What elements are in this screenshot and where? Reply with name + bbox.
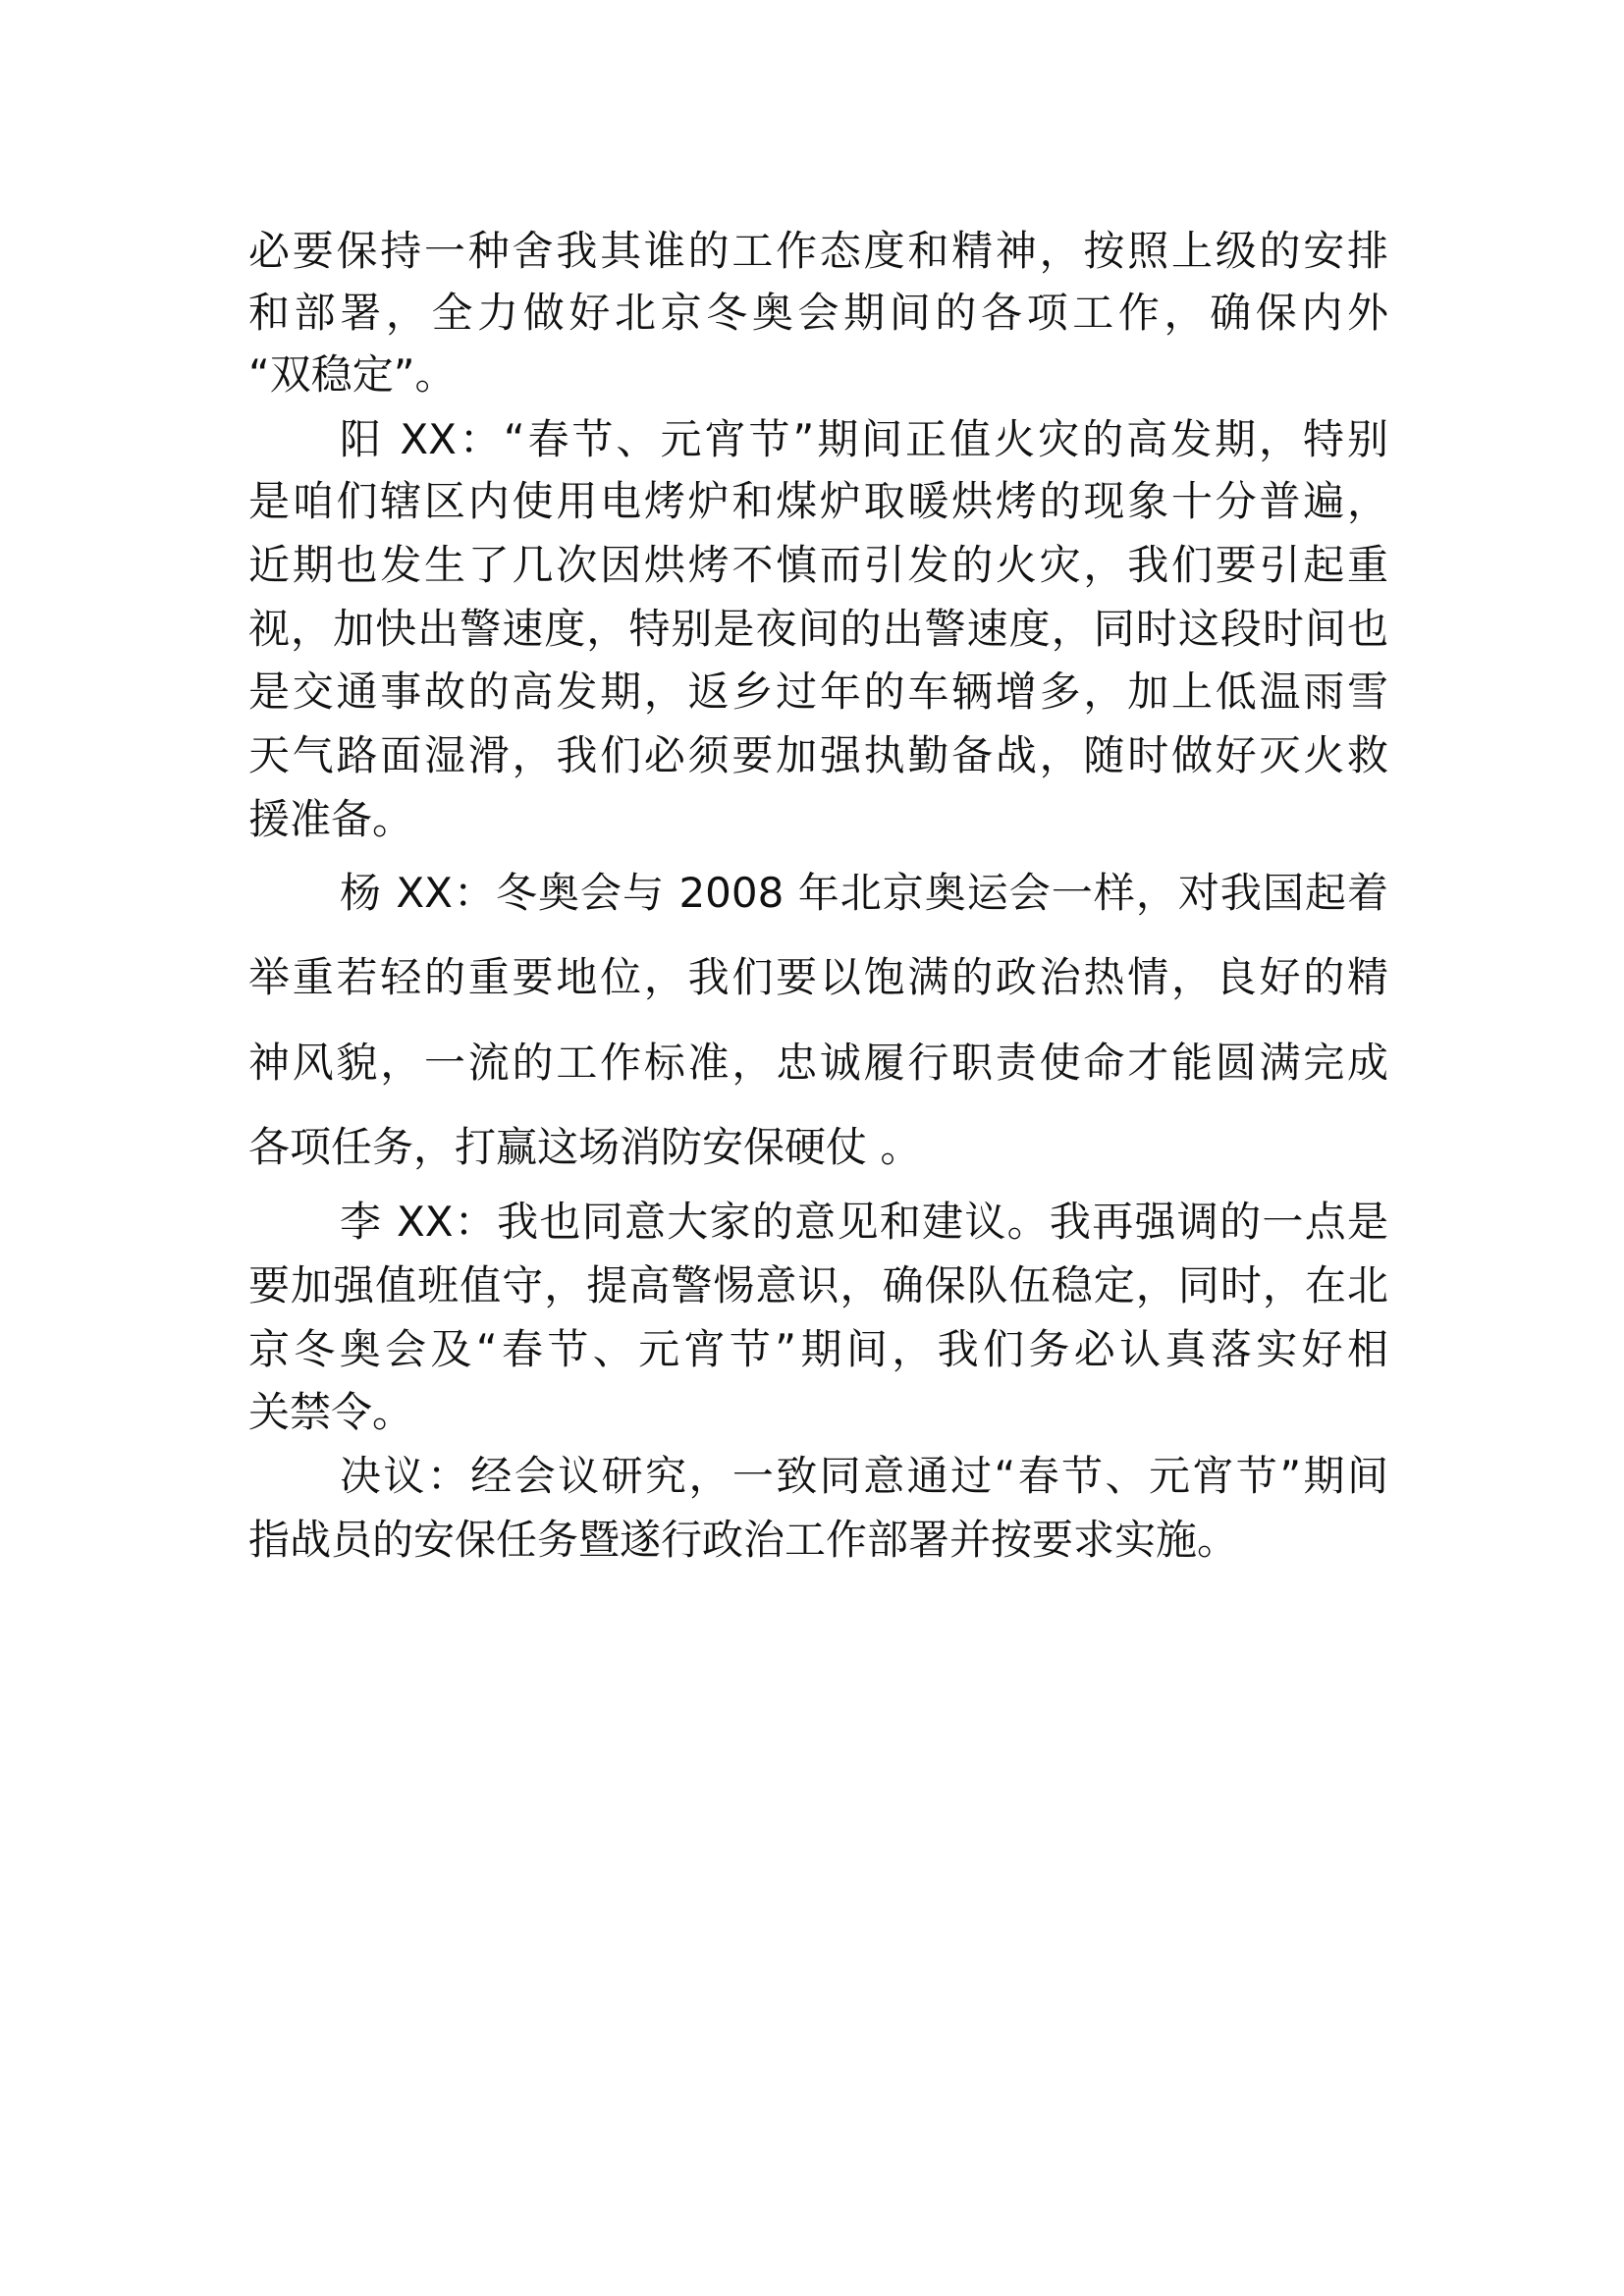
text-line: 是交通事故的高发期，返乡过年的车辆增多，加上低温雨雪	[248, 667, 1388, 716]
text-line: 和部署，全力做好北京冬奥会期间的各项工作，确保内外	[248, 289, 1388, 337]
text-line: 必要保持一种舍我其谁的工作态度和精神，按照上级的安排	[248, 227, 1388, 275]
text-line: 指战员的安保任务暨遂行政治工作部署并按要求实施。	[248, 1516, 1239, 1564]
text-line: 举重若轻的重要地位，我们要以饱满的政治热情，良好的精	[248, 953, 1388, 1001]
text-line: 京冬奥会及“春节、元宵节”期间，我们务必认真落实好相	[248, 1325, 1388, 1373]
text-line: 神风貌，一流的工作标准，忠诚履行职责使命才能圆满完成	[248, 1039, 1388, 1087]
text-line: 关禁令。	[248, 1388, 414, 1436]
text-line: 要加强值班值守，提高警惕意识，确保队伍稳定，同时，在北	[248, 1261, 1388, 1309]
paragraph-start-line: 杨 XX：冬奥会与 2008 年北京奥运会一样，对我国起着	[340, 869, 1388, 917]
text-line: 视，加快出警速度，特别是夜间的出警速度，同时这段时间也	[248, 605, 1388, 653]
paragraph-start-line: 李 XX：我也同意大家的意见和建议。我再强调的一点是	[340, 1198, 1388, 1246]
text-line: 援准备。	[248, 795, 414, 843]
text-line: 是咱们辖区内使用电烤炉和煤炉取暖烘烤的现象十分普遍，	[248, 477, 1388, 525]
text-line: 天气路面湿滑，我们必须要加强执勤备战，随时做好灭火救	[248, 731, 1388, 779]
text-line: “双稳定”。	[248, 350, 457, 399]
paragraph-start-line: 阳 XX：“春节、元宵节”期间正值火灾的高发期，特别	[340, 415, 1388, 463]
text-line: 各项任务，打赢这场消防安保硬仗 。	[248, 1123, 922, 1171]
paragraph-start-line: 决议：经会议研究，一致同意通过“春节、元宵节”期间	[340, 1452, 1388, 1500]
text-line: 近期也发生了几次因烘烤不慎而引发的火灾，我们要引起重	[248, 541, 1388, 589]
